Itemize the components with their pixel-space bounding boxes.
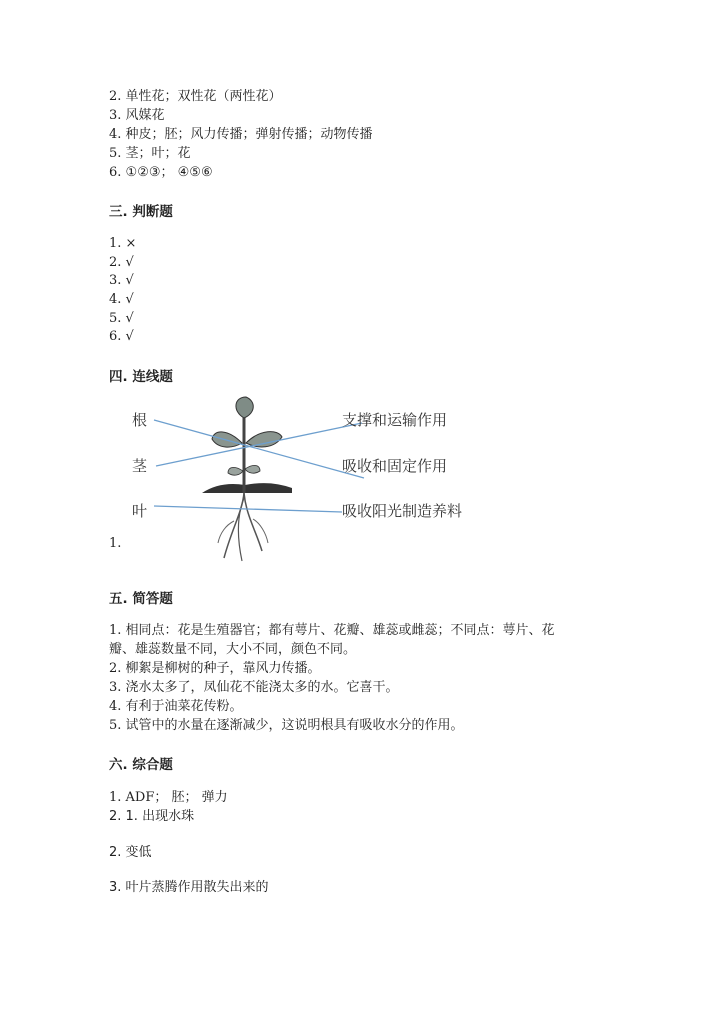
- label-root: 根: [132, 411, 148, 429]
- root-shape-2: [244, 493, 262, 551]
- label-stem: 茎: [132, 457, 148, 475]
- section-6-title: 六. 综合题: [109, 757, 173, 773]
- section-3-title: 三. 判断题: [109, 204, 173, 220]
- root-shape-3: [238, 498, 244, 561]
- short-answer-3: 3. 浇水太多了，凤仙花不能浇太多的水。它喜干。: [109, 680, 399, 695]
- soil-shape: [202, 483, 292, 493]
- short-answer-1b: 瓣、雄蕊数量不同，大小不同，颜色不同。: [109, 642, 357, 657]
- right-leaf-shape: [246, 432, 282, 447]
- comprehensive-1: 1. ADF； 胚； 弹力: [109, 790, 228, 805]
- label-support-transport: 支撑和运输作用: [342, 411, 448, 429]
- top-leaf-shape: [236, 397, 253, 418]
- matching-diagram: [120, 393, 500, 568]
- root-shape-4: [218, 521, 234, 543]
- short-answer-2: 2. 柳絮是柳树的种子，靠风力传播。: [109, 661, 321, 676]
- answer-2-4: 4. 种皮；胚；风力传播；弹射传播；动物传播: [109, 127, 373, 142]
- judge-item-1: 1. ×: [109, 236, 137, 251]
- judge-item-6: 6. √: [109, 329, 134, 344]
- section-4-title: 四. 连线题: [109, 369, 173, 385]
- judge-item-5: 5. √: [109, 311, 134, 326]
- judge-item-4: 4. √: [109, 292, 134, 307]
- label-absorb-fix: 吸收和固定作用: [342, 457, 448, 475]
- answer-2-3: 3. 风媒花: [109, 108, 165, 123]
- judge-item-3: 3. √: [109, 273, 134, 288]
- section-5-title: 五. 简答题: [109, 591, 173, 607]
- comprehensive-2-1: 2. 1. 出现水珠: [109, 809, 195, 824]
- short-answer-5: 5. 试管中的水量在逐渐减少，这说明根具有吸收水分的作用。: [109, 718, 464, 733]
- label-photosynthesis: 吸收阳光制造养料: [342, 502, 463, 520]
- answer-2-2: 2. 单性花；双性花（两性花）: [109, 89, 282, 104]
- comprehensive-2-3: 3. 叶片蒸腾作用散失出来的: [109, 880, 269, 895]
- short-answer-1a: 1. 相同点：花是生殖器官；都有萼片、花瓣、雄蕊或雌蕊；不同点：萼片、花: [109, 623, 555, 638]
- low-leaf-left-shape: [228, 467, 243, 475]
- label-leaf: 叶: [132, 502, 148, 520]
- answer-2-6: 6. ①②③； ④⑤⑥: [109, 165, 213, 180]
- answer-2-5: 5. 茎；叶；花: [109, 146, 191, 161]
- low-leaf-right-shape: [245, 465, 260, 473]
- short-answer-4: 4. 有利于油菜花传粉。: [109, 699, 243, 714]
- matching-item-number: 1.: [109, 536, 122, 551]
- judge-item-2: 2. √: [109, 255, 134, 270]
- comprehensive-2-2: 2. 变低: [109, 845, 152, 860]
